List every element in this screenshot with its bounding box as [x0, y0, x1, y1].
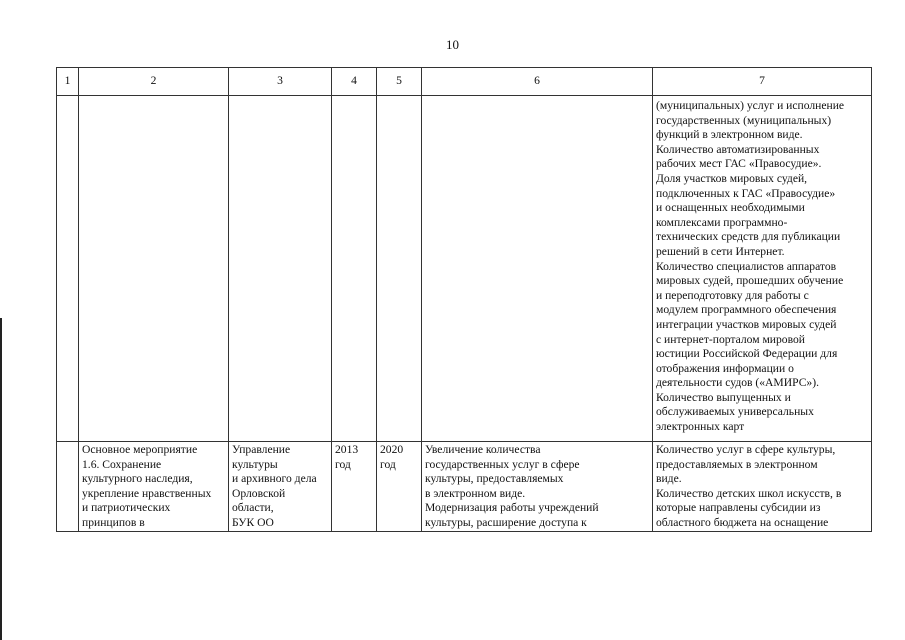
header-cell-4: 4 — [332, 68, 377, 96]
row1-cell-4 — [332, 96, 377, 442]
row2-cell-1 — [57, 442, 79, 532]
text-line: год — [335, 457, 351, 471]
text-line: культуры, предоставляемых — [425, 472, 564, 486]
text-line: год — [380, 457, 396, 471]
text-line: подключенных к ГАС «Правосудие» — [656, 186, 836, 200]
text-line: с интернет-порталом мировой — [656, 332, 805, 346]
row2-cell-measure — [79, 442, 229, 532]
text-line: электронных карт — [656, 420, 745, 434]
text-line: и переподготовку для работы с — [656, 288, 809, 302]
text-line: культурного наследия, — [82, 472, 193, 486]
text-line: Модернизация работы учреждений — [425, 501, 599, 515]
row2-cell-executor — [229, 442, 332, 532]
text-line: (муниципальных) услуг и исполнение — [656, 99, 845, 112]
row1-cell-5 — [377, 96, 422, 442]
text-line: в электронном виде. — [425, 486, 526, 500]
text-line: культуры, расширение доступа к — [425, 515, 587, 529]
text-line: и патриотических — [82, 501, 171, 515]
text-line: Доля участков мировых судей, — [656, 171, 808, 185]
text-line: Основное мероприятие — [82, 443, 198, 456]
text-line: БУК ОО — [232, 515, 274, 529]
scan-edge-mark — [0, 318, 2, 640]
header-cell-5: 5 — [377, 68, 422, 96]
row1-cell-2 — [79, 96, 229, 442]
text-line: модулем программного обеспечения — [656, 303, 837, 317]
text-line: областного бюджета на оснащение — [656, 515, 829, 529]
text-line: 2020 — [380, 443, 404, 456]
text-line: области, — [232, 501, 274, 515]
text-line: виде. — [656, 472, 682, 486]
text-line: укрепление нравственных — [82, 486, 212, 500]
text-line: юстиции Российской Федерации для — [656, 347, 838, 361]
header-cell-1: 1 — [57, 68, 79, 96]
row2-cell-expected-result — [422, 442, 653, 532]
table-row — [57, 96, 872, 442]
table-header-row — [57, 68, 872, 96]
table-row — [57, 442, 872, 532]
text-line: обслуживаемых универсальных — [656, 405, 814, 419]
row1-cell-7-indicators — [653, 96, 872, 442]
text-line: рабочих мест ГАС «Правосудие». — [656, 157, 822, 171]
text-line: государственных (муниципальных) — [656, 113, 832, 127]
text-line: деятельности судов («АМИРС»). — [656, 376, 819, 390]
text-line: и оснащенных необходимыми — [656, 201, 805, 215]
page-number: 10 — [446, 37, 459, 52]
text-line: Количество специалистов аппаратов — [656, 259, 837, 273]
text-line: Орловской — [232, 486, 286, 500]
text-line: которые направлены субсидии из — [656, 501, 821, 515]
text-line: и архивного дела — [232, 472, 317, 486]
text-line: комплексами программно- — [656, 215, 788, 229]
text-line: Количество выпущенных и — [656, 390, 791, 404]
row1-cell-3 — [229, 96, 332, 442]
text-line: интеграции участков мировых судей — [656, 317, 837, 331]
text-line: культуры — [232, 457, 278, 471]
text-line: принципов в — [82, 515, 145, 529]
text-line: предоставляемых в электронном — [656, 457, 818, 471]
header-cell-7: 7 — [653, 68, 872, 96]
text-line: Управление — [232, 443, 291, 456]
header-cell-2: 2 — [79, 68, 229, 96]
row2-cell-start-year — [332, 442, 377, 532]
row1-cell-1 — [57, 96, 79, 442]
text-line: технических средств для публикации — [656, 230, 841, 244]
text-line: Количество детских школ искусств, в — [656, 486, 842, 500]
text-line: Количество услуг в сфере культуры, — [656, 443, 836, 456]
text-line: 2013 — [335, 443, 359, 456]
text-line: Количество автоматизированных — [656, 142, 820, 156]
row1-cell-6 — [422, 96, 653, 442]
text-line: государственных услуг в сфере — [425, 457, 580, 471]
text-line: функций в электронном виде. — [656, 128, 803, 142]
text-line: решений в сети Интернет. — [656, 244, 785, 258]
text-line: Увеличение количества — [425, 443, 541, 456]
row2-cell-indicators — [653, 442, 872, 532]
document-table — [56, 67, 872, 532]
text-line: отображения информации о — [656, 361, 794, 375]
header-cell-6: 6 — [422, 68, 653, 96]
text-line: 1.6. Сохранение — [82, 457, 162, 471]
text-line: мировых судей, прошедших обучение — [656, 274, 844, 288]
header-cell-3: 3 — [229, 68, 332, 96]
row2-cell-end-year — [377, 442, 422, 532]
